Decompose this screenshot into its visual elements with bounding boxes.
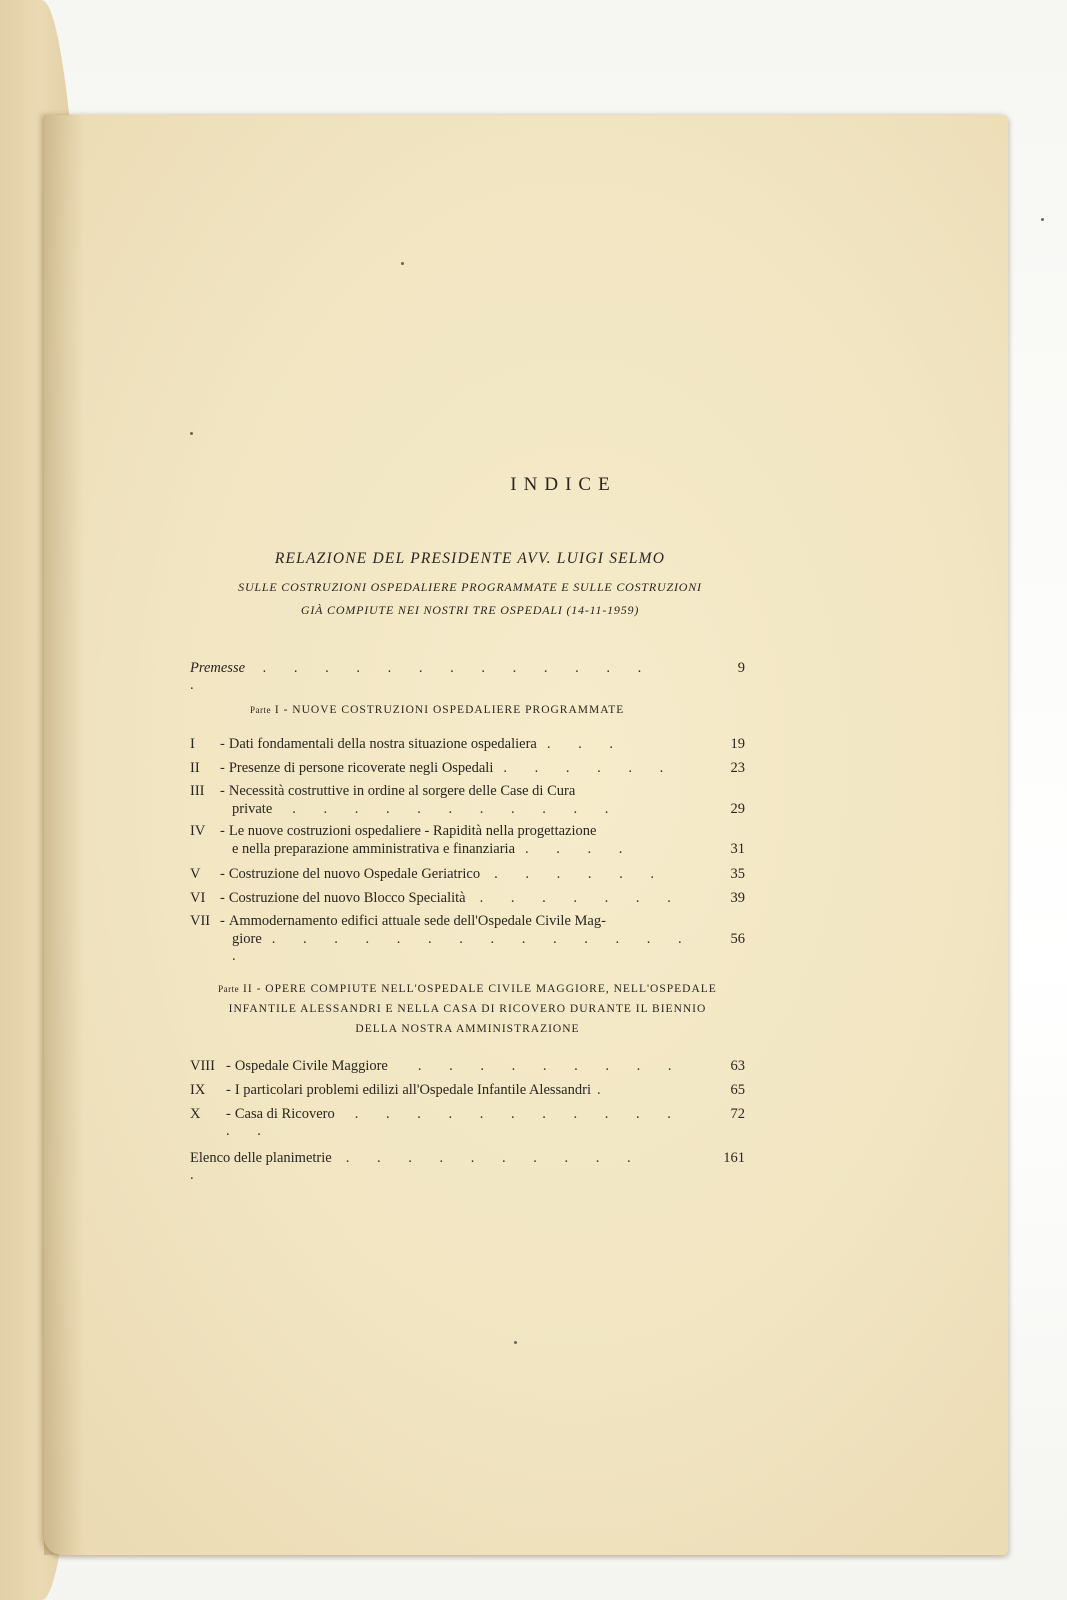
dot-leader: . . . . . . . . . xyxy=(417,1058,684,1074)
chapter-number: V xyxy=(190,866,201,882)
part-label: Parte xyxy=(250,705,271,715)
chapter-number: VII xyxy=(190,913,211,929)
part-1-heading xyxy=(250,704,624,716)
chapter-title: I particolari problemi edilizi all'Ospedale Infantile Alessandri xyxy=(234,1082,591,1098)
chapter-number: X xyxy=(190,1106,201,1122)
dot-leader: . . . . . . xyxy=(494,866,666,882)
toc-page-number: 161 xyxy=(723,1150,745,1166)
chapter-title: Ospedale Civile Maggiore xyxy=(234,1058,388,1074)
part-1-title: I - NUOVE COSTRUZIONI OSPEDALIERE PROGRAMMATE xyxy=(271,704,625,716)
chapter-number: VI xyxy=(190,890,206,906)
dot-leader: . . . . xyxy=(525,841,635,857)
part-2-heading-line-2: INFANTILE ALESSANDRI E NELLA CASA DI RICOVERO DURANTE IL BIENNIO xyxy=(228,1003,707,1015)
page-title: INDICE xyxy=(510,474,617,495)
toc-page-number: 35 xyxy=(730,866,745,882)
chapter-title-continued: giore xyxy=(232,931,262,947)
toc-page-number: 23 xyxy=(730,760,745,776)
dot-leader: . . . xyxy=(546,736,625,752)
part-2-heading-line-1 xyxy=(190,983,745,995)
toc-page-number: 19 xyxy=(730,736,745,752)
dot-leader: . . . . . . . . . . . . . . . xyxy=(232,931,694,964)
dot-leader: . . . . . . . . . . . . . xyxy=(226,1106,683,1139)
chapter-title: Costruzione del nuovo Blocco Specialità xyxy=(228,890,466,906)
chapter-title-continued: e nella preparazione amministrativa e finanziaria xyxy=(232,841,516,857)
dot-leader: . . . . . . . . . . . . . . xyxy=(190,660,654,693)
toc-entry-label xyxy=(190,660,670,694)
report-subtitle-line-2: GIÀ COMPIUTE NEI NOSTRI TRE OSPEDALI (14-11-1959) xyxy=(300,603,640,617)
report-title: RELAZIONE DEL PRESIDENTE AVV. LUIGI SELMO xyxy=(274,550,666,567)
toc-page-number: 31 xyxy=(730,841,745,857)
toc-page-number: 65 xyxy=(730,1082,745,1098)
toc-entry-continuation xyxy=(232,931,712,965)
chapter-number: IV xyxy=(190,823,206,839)
toc-entry-label: - Ammodernamento edifici attuale sede dell'Ospedale Civile Mag- xyxy=(220,913,606,929)
toc-entry-label: - Casa di Ricovero . . . . . . . . . . . . . xyxy=(226,1106,683,1139)
table-speck xyxy=(1041,218,1044,221)
chapter-title: Le nuove costruzioni ospedaliere - Rapidità nella progettazione xyxy=(228,823,597,839)
toc-entry-label: - Ospedale Civile Maggiore . . . . . . . . . xyxy=(226,1058,684,1074)
dot-leader: . . . . . . xyxy=(503,760,676,776)
chapter-number: IX xyxy=(190,1082,206,1098)
premesse-label: Premesse xyxy=(190,660,246,676)
toc-entry-label: - Costruzione del nuovo Ospedale Geriatrico . . . . . . xyxy=(220,866,666,882)
toc-page-number: 39 xyxy=(730,890,745,906)
toc-page-number: 56 xyxy=(730,931,745,947)
chapter-title-continued: private xyxy=(232,801,273,817)
chapter-title: Necessità costruttive in ordine al sorgere delle Case di Cura xyxy=(228,783,576,799)
elenco-label: Elenco delle planimetrie xyxy=(190,1150,332,1166)
toc-entry-label: - Le nuove costruzioni ospedaliere - Rapidità nella progettazione xyxy=(220,823,597,839)
chapter-title: Ammodernamento edifici attuale sede dell'Ospedale Civile Mag- xyxy=(228,913,606,929)
chapter-number: VIII xyxy=(190,1058,215,1074)
dot-leader: . . . . . . . xyxy=(479,890,683,906)
toc-entry-continuation xyxy=(232,841,712,858)
part-2-title: II - OPERE COMPIUTE NELL'OSPEDALE CIVILE MAGGIORE, NELL'OSPEDALE xyxy=(239,983,717,995)
toc-page-number: 63 xyxy=(730,1058,745,1074)
toc-page-number: 72 xyxy=(730,1106,745,1122)
chapter-number: I xyxy=(190,736,195,752)
paper-speck xyxy=(514,1341,517,1344)
toc-entry-label: - Presenze di persone ricoverate negli Ospedali . . . . . . xyxy=(220,760,676,776)
toc-page-number: 9 xyxy=(737,660,745,676)
chapter-title: Dati fondamentali della nostra situazione ospedaliera xyxy=(228,736,537,752)
toc-entry-label xyxy=(190,1150,670,1184)
paper-speck xyxy=(401,262,404,265)
spine-shadow xyxy=(44,115,84,1555)
toc-entry-label: - Necessità costruttive in ordine al sorgere delle Case di Cura xyxy=(220,783,576,799)
dot-leader: . . . . . . . . . . . xyxy=(292,801,621,817)
toc-entry-label: - Dati fondamentali della nostra situazione ospedaliera . . . xyxy=(220,736,625,752)
chapter-title: Presenze di persone ricoverate negli Ospedali xyxy=(228,760,494,776)
part-label: Parte xyxy=(218,984,240,994)
toc-entry-label: - I particolari problemi edilizi all'Ospedale Infantile Alessandri . xyxy=(226,1082,613,1098)
paper-speck xyxy=(190,432,193,435)
chapter-title: Casa di Ricovero xyxy=(234,1106,335,1122)
chapter-number: III xyxy=(190,783,205,799)
dot-leader: . . . . . . . . . . . xyxy=(190,1150,643,1183)
part-2-heading-line-3: DELLA NOSTRA AMMINISTRAZIONE xyxy=(355,1023,580,1035)
chapter-number: II xyxy=(190,760,200,776)
toc-page-number: 29 xyxy=(730,801,745,817)
toc-entry-continuation xyxy=(232,801,712,818)
toc-entry-label: - Costruzione del nuovo Blocco Specialità . . . . . . . xyxy=(220,890,683,906)
report-subtitle-line-1: SULLE COSTRUZIONI OSPEDALIERE PROGRAMMATE E SULLE COSTRUZIONI xyxy=(238,580,702,594)
chapter-title: Costruzione del nuovo Ospedale Geriatrico xyxy=(228,866,481,882)
dot-leader: . xyxy=(596,1082,613,1098)
